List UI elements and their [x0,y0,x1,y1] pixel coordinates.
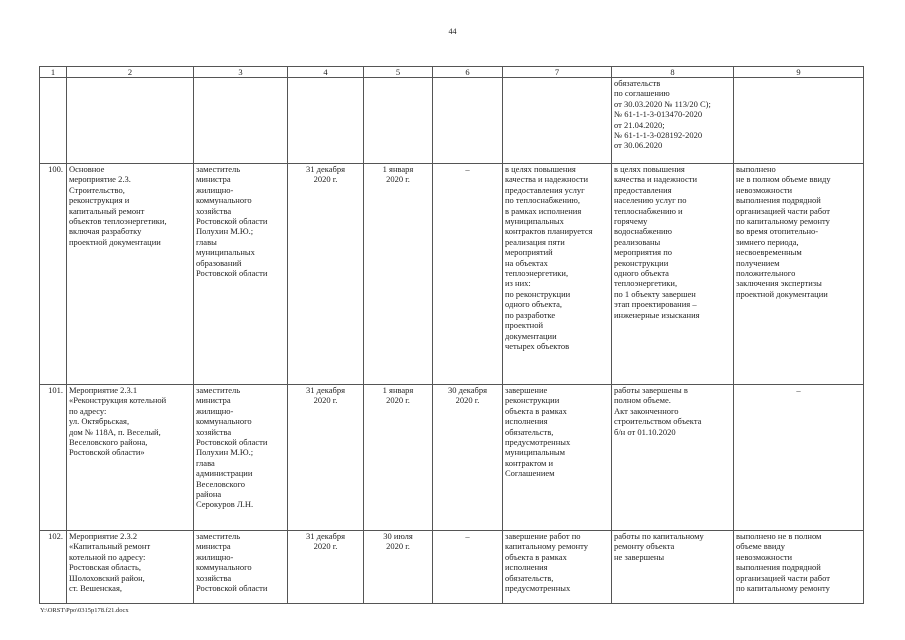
table-cell [734,78,864,164]
start-date: 1 января 2020 г. [364,164,433,385]
planned-result: в целях повышения качества и надежности предоставления услуг по теплоснабжению, в рамках исполнения муниципальных контрактов планируется реализация пяти мероприятий на объектах теплоэнергетики, из них: по реконструкции одного объекта, по разработке проектной документации четырех объектов [503,164,612,385]
row-number: 102. [40,531,67,604]
table-row [40,164,864,385]
table-cell [194,78,288,164]
table-cell [67,78,194,164]
start-date: 30 июля 2020 г. [364,531,433,604]
table-cell [364,78,433,164]
table-row [40,385,864,531]
table-cell [433,78,503,164]
col-header: 1 [40,67,67,78]
table-row [40,531,864,604]
table-cell [288,78,364,164]
measure-name: Мероприятие 2.3.2 «Капитальный ремонт котельной по адресу: Ростовская область, Шолоховский район, ст. Вешенская, [67,531,194,604]
table-cell [503,78,612,164]
planned-result: завершение реконструкции объекта в рамках исполнения обязательств, предусмотренных муниципальным контрактом и Соглашением [503,385,612,531]
executor: заместитель министра жилищно- коммунального хозяйства Ростовской области [194,531,288,604]
executor: заместитель министра жилищно- коммунального хозяйства Ростовской области Полухин М.Ю.; главы муниципальных образований Ростовской области [194,164,288,385]
continuation-row [40,78,864,164]
column-number-row [40,67,864,78]
measure-name: Мероприятие 2.3.1 «Реконструкция котельной по адресу: ул. Октябрьская, дом № 118А, п. Веселый, Веселовского района, Ростовской области» [67,385,194,531]
end-date: – [433,531,503,604]
actual-result: в целях повышения качества и надежности предоставления населению услуг по теплоснабжению и горячему водоснабжению реализованы мероприятия по реконструкции одного объекта теплоэнергетики, по 1 объекту завершен этап проектирования – инженерные изыскания [612,164,734,385]
executor: заместитель министра жилищно- коммунального хозяйства Ростовской области Полухин М.Ю.; глава администрации Веселовского района Серокуров Л.Н. [194,385,288,531]
planned-date: 31 декабря 2020 г. [288,385,364,531]
col-header: 3 [194,67,288,78]
table-cell [40,78,67,164]
col-header: 2 [67,67,194,78]
row-number: 100. [40,164,67,385]
actual-result: работы завершены в полном объеме. Акт законченного строительством объекта б/н от 01.10.2020 [612,385,734,531]
comment: выполнено не в полном объеме ввиду невозможности выполнения подрядной организацией части работ по капитальному ремонту во время отопительно- зимнего периода, несвоевременным получением положительного заключения экспертизы проектной документации [734,164,864,385]
planned-date: 31 декабря 2020 г. [288,531,364,604]
planned-date: 31 декабря 2020 г. [288,164,364,385]
end-date: 30 декабря 2020 г. [433,385,503,531]
end-date: – [433,164,503,385]
col-header: 6 [433,67,503,78]
page-number: 44 [448,27,457,36]
comment: – [734,385,864,531]
col-header: 9 [734,67,864,78]
actual-result: работы по капитальному ремонту объекта не завершены [612,531,734,604]
table-cell: обязательств по соглашению от 30.03.2020 № 113/20 С); № 61-1-1-3-013470-2020 от 21.04.2020; № 61-1-1-3-028192-2020 от 30.06.2020 [612,78,734,164]
col-header: 5 [364,67,433,78]
planned-result: завершение работ по капитальному ремонту объекта в рамках исполнения обязательств, предусмотренных [503,531,612,604]
col-header: 8 [612,67,734,78]
start-date: 1 января 2020 г. [364,385,433,531]
comment: выполнено не в полном объеме ввиду невозможности выполнения подрядной организацией части работ по капитальному ремонту [734,531,864,604]
report-table [39,66,864,604]
file-path-footer: Y:\ORST\Ppo\0315p178.f21.docx [40,607,129,614]
row-number: 101. [40,385,67,531]
col-header: 7 [503,67,612,78]
col-header: 4 [288,67,364,78]
measure-name: Основное мероприятие 2.3. Строительство, реконструкция и капитальный ремонт объектов теплоэнергетики, включая разработку проектной документации [67,164,194,385]
